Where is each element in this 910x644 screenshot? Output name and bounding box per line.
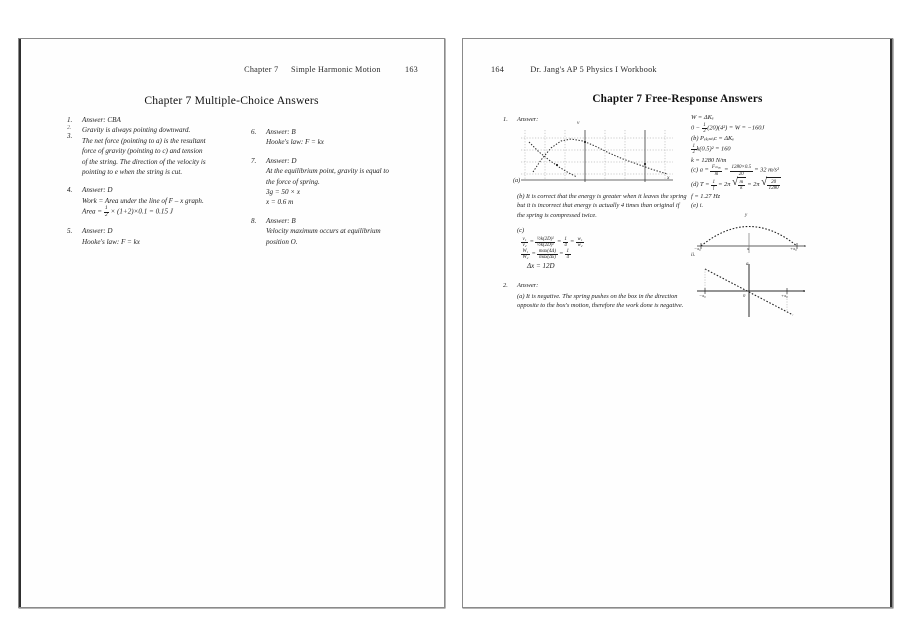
answer-body: [266, 127, 431, 148]
item-2-line: (a) It is negative.: [517, 293, 561, 301]
sqrt-m-over-k: [732, 177, 746, 191]
numerator: ½k(2D)²: [536, 237, 554, 243]
parabola-origin-label: x: [747, 245, 750, 251]
sqrt-20-over-1280: [761, 177, 781, 191]
answer-number-8: 8.: [251, 216, 257, 225]
radicand: [766, 177, 781, 191]
equation-suffix: (20)(4²) = W = −160J: [707, 124, 765, 131]
answer-line: pointing to e when the string is cut.: [82, 168, 183, 177]
answer-line: Answer: D: [82, 227, 113, 236]
numerator: w₁: [577, 237, 583, 243]
answer-line: At the equilibrium point, gravity is equal to: [266, 167, 389, 176]
answers-column-two: [251, 127, 431, 255]
numerator: 1: [566, 248, 570, 254]
running-head-book-title: Dr. Jang's AP 5 Physics I Workbook: [530, 65, 657, 74]
free-response-number-2: 2.: [503, 282, 508, 290]
answer-line: Answer: D: [266, 156, 297, 165]
equation-line: [691, 165, 881, 177]
force-over-mass-fraction: [710, 165, 722, 177]
numerator: 1: [564, 237, 567, 243]
ratio-max: [537, 249, 557, 261]
answer-number-3: 3.: [67, 132, 73, 141]
equation-mid-2: = 2π: [745, 181, 762, 189]
linear-x-axis-label: x: [803, 287, 806, 293]
numerator: 1280×0.5: [731, 165, 752, 171]
answer-item-7: [251, 156, 431, 208]
graph-y-axis-label: v: [577, 120, 580, 127]
free-response-item-1: [503, 115, 688, 271]
denominator: 4: [564, 243, 567, 249]
denominator: v₂: [522, 243, 527, 249]
denominator: max(Δx): [539, 255, 556, 261]
ratio-W1-W2: [521, 249, 530, 261]
ratio-v1-v2: [521, 237, 528, 249]
denominator: 20: [738, 171, 744, 177]
numerator: W₁: [522, 248, 529, 254]
part-b-line: leaves the spring but it is incorrect that energy is: [517, 193, 687, 210]
equation-line: [691, 144, 881, 156]
equation-prefix: (d) T =: [691, 181, 711, 189]
page-gutter-rule-right: [890, 39, 892, 607]
answer-line-area: [82, 206, 243, 218]
answer-item-8: [251, 216, 431, 247]
numerator: v₁: [522, 237, 527, 243]
free-response-body: [513, 115, 688, 271]
figure-parabola: [691, 213, 881, 259]
answer-line: position O.: [266, 237, 298, 246]
numerator: 1: [703, 122, 706, 128]
equation-work-energy: W = ΔKₑ: [691, 114, 714, 121]
equation-spring-constant: k = 1280 N/m: [691, 156, 727, 164]
radicand: [737, 177, 746, 191]
answer-line: The net force (pointing to a) is the resultant: [82, 136, 206, 145]
figure-velocity-position-graph: [513, 120, 688, 192]
page-title-free-response: Chapter 7 Free-Response Answers: [592, 93, 763, 105]
answer-line: Velocity maximum occurs at equilibrium: [266, 227, 381, 236]
answer-number-6: 6.: [251, 128, 257, 136]
answer-number-1: 1.: [67, 116, 73, 124]
answer-item-4: [67, 185, 243, 218]
graph-svg: [517, 126, 677, 188]
answer-line: x = 0.6 m: [266, 198, 294, 207]
denominator: ½k(2D)²: [536, 243, 554, 249]
equation-mid: =: [722, 166, 730, 174]
part-b-line: actually 4 times than original if the spring is: [517, 202, 680, 219]
linear-left-tick-label: −x₀: [699, 292, 706, 298]
denominator: k: [740, 186, 743, 192]
denominator: 4: [566, 255, 570, 261]
free-response-column-right: [691, 113, 881, 321]
page-gutter-rule-left: [19, 39, 21, 607]
part-b-line: compressed twice.: [550, 211, 597, 219]
denominator: f: [713, 186, 715, 192]
denominator: W₂: [522, 255, 529, 261]
item-2-line: opposite to the box's motion, therefore the work done: [517, 302, 653, 310]
equation-part-b: (b) Pₑₗₐₛₜᵢᴄ = ΔKₑ: [691, 135, 734, 143]
free-response-item-2: [503, 281, 688, 317]
answer-line: force of gravity (pointing to c) and tension: [82, 147, 203, 156]
numerator: √ 20: [767, 180, 780, 186]
running-head-chapter: Chapter 7: [244, 65, 279, 74]
answer-number-7: 7.: [251, 156, 257, 165]
answer-number-5: 5.: [67, 227, 73, 236]
running-head-left: [244, 65, 418, 74]
part-b-line: (b) It is correct that the energy is greater when it: [517, 193, 642, 201]
equation-line: $\frac{\text{v₁}}{\text{v₂}}$ = $\frac{\text{½k(2D)²}}{\text{½k(2D)²}}$ = $\frac{1}{4}$ = $\frac{\text{w₁}}{\text{w₂}}$: [522, 237, 583, 249]
answer-line: the force of spring.: [266, 177, 320, 186]
answer-item-1-3: [67, 115, 243, 177]
numerator: 1: [712, 179, 715, 185]
numeric-fraction-2: [767, 180, 780, 192]
figure-label-ii: ii.: [691, 251, 696, 258]
fraction-denominator: 2: [104, 211, 108, 218]
denominator: 1280: [768, 186, 779, 192]
answer-line: Answer: D: [82, 186, 113, 195]
free-response-column-left: [503, 115, 688, 317]
answer-line: Hooke's law: F = kx: [82, 237, 140, 246]
equation-line: $\frac{\text{W₁}}{\text{W₂}}$ = max(4Δ) max(Δx) = $\frac{1}{4}$: [522, 248, 570, 261]
free-response-number-1: 1.: [503, 116, 508, 123]
ratio-one-fourth: [563, 237, 569, 249]
parabola-left-tick-label: −x₀: [694, 245, 701, 251]
page-folio-164: 164: [491, 65, 505, 74]
equation-line: [691, 177, 881, 191]
item-2-line: The spring pushes on the box in the direction: [562, 293, 678, 301]
linear-svg: [691, 261, 809, 319]
denominator: 2: [703, 129, 706, 134]
answer-line: 3g = 50 × x: [266, 188, 301, 197]
numerator: max(4Δ): [538, 248, 557, 254]
equation-delta-x: Δx = 12D: [527, 261, 555, 270]
denominator: m: [714, 171, 719, 177]
equation-prefix: (c) a =: [691, 166, 711, 174]
running-head-chapter-title: Simple Harmonic Motion: [291, 65, 381, 74]
parabola-x-axis-label: x: [804, 242, 807, 248]
ratio-energy: [535, 237, 555, 249]
page-title-multiple-choice: Chapter 7 Multiple-Choice Answers: [144, 94, 319, 107]
parabola-right-tick-label: +x₀: [790, 245, 797, 251]
page-left: [18, 38, 445, 608]
figure-label-a: (a): [513, 177, 521, 185]
equation-suffix: k(0.5)² = 160: [696, 145, 731, 153]
equation-prefix: 0 −: [691, 124, 702, 131]
equation-line: [691, 123, 881, 135]
numerator: Fₘₐₓ: [711, 165, 721, 171]
m-over-k-fraction: [738, 180, 745, 192]
equation-part-e-i: (e) i.: [691, 202, 704, 210]
fraction-numerator: 1: [104, 205, 108, 212]
answer-line: Hooke's law: F = kx: [266, 138, 324, 147]
answers-column-one: [67, 115, 243, 255]
linear-y-axis-label: a: [746, 261, 749, 267]
answer-body: [266, 216, 431, 247]
part-c-label: (c): [517, 226, 525, 234]
item-2-line: is negative.: [654, 302, 684, 310]
answer-item-5: [67, 226, 243, 247]
figure-acceleration-linear: [691, 261, 881, 321]
numerator: √ m: [739, 179, 744, 185]
answer-line: Work = Area under the line of F – x graph.: [82, 196, 204, 205]
free-response-body: [517, 281, 688, 317]
equation-mid: = 2π: [716, 181, 733, 189]
numerator: 1: [692, 144, 695, 149]
page-folio-163: 163: [404, 65, 418, 74]
answer-number-2: 2.: [67, 125, 72, 132]
item-2-text: [517, 292, 688, 310]
part-c-equation-1: [521, 237, 688, 271]
answer-line: Answer: B: [266, 128, 296, 136]
area-suffix: × (1+2)×0.1 = 0.15 J: [108, 207, 173, 216]
part-b-text: [517, 192, 688, 220]
answer-label: Answer:: [517, 116, 539, 123]
answer-body: [82, 115, 243, 177]
equation-frequency: f = 1.27 Hz: [691, 192, 721, 200]
page-right: [462, 38, 893, 608]
answer-label: Answer:: [517, 282, 539, 290]
ratio-one-fourth-2: [565, 249, 571, 261]
ratio-w1-w2: [576, 237, 584, 249]
running-head-right: [491, 65, 657, 74]
answer-body: [266, 156, 431, 208]
answer-item-6: [251, 127, 431, 148]
denominator: w₂: [577, 243, 583, 249]
area-prefix: Area =: [82, 207, 104, 216]
equation-suffix: = 32 m/s²: [752, 166, 779, 174]
answer-body: [82, 185, 243, 218]
answer-line: Gravity is always pointing downward.: [82, 126, 191, 135]
answer-line: Answer: CBA: [82, 116, 121, 124]
parabola-y-axis-label: y: [745, 212, 748, 218]
answer-body: [82, 226, 243, 247]
graph-x-axis-label: x: [667, 175, 670, 182]
answer-number-stack: [67, 115, 82, 177]
denominator: 2: [692, 150, 695, 156]
linear-right-tick-label: +x₀: [781, 292, 788, 298]
linear-origin-label: 0: [743, 292, 746, 298]
answer-line: Answer: B: [266, 216, 296, 225]
answer-line: of the string. The direction of the velocity is: [82, 157, 206, 166]
answer-number-4: 4.: [67, 186, 73, 195]
